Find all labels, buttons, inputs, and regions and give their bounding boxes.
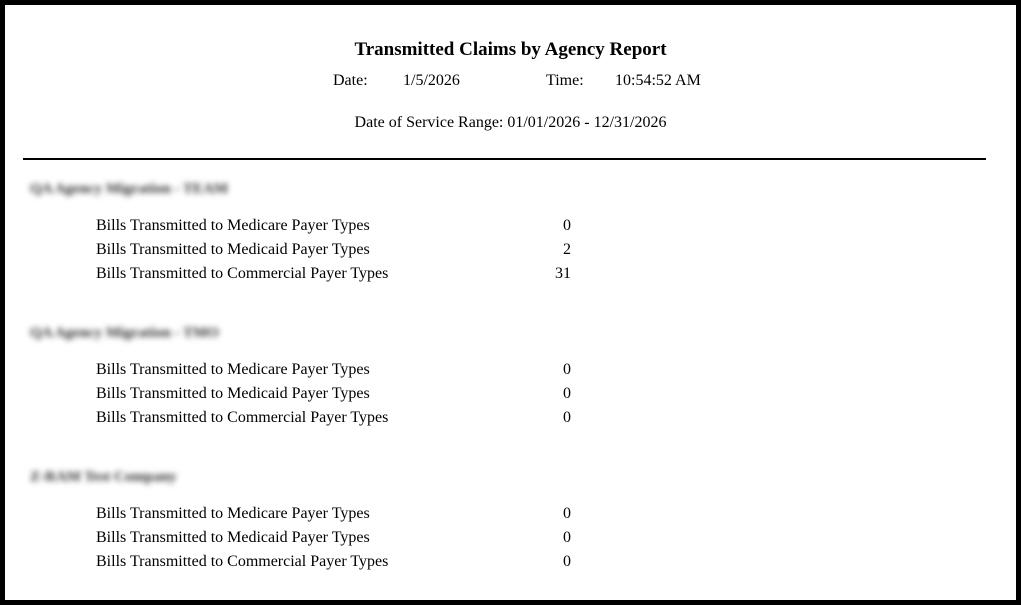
medicaid-row-label: Bills Transmitted to Medicaid Payer Types <box>96 529 370 546</box>
medicare-row-value: 0 <box>563 505 571 522</box>
medicare-row-label: Bills Transmitted to Medicare Payer Types <box>96 361 370 378</box>
header-divider <box>23 158 986 160</box>
medicaid-row-value: 2 <box>563 241 571 258</box>
agency-name: Z-RAM Test Company <box>30 469 177 485</box>
medicare-row-label: Bills Transmitted to Medicare Payer Types <box>96 505 370 522</box>
agency-name: QA Agency Migration - TMO <box>30 325 219 341</box>
agency-name: QA Agency Migration - TEAM <box>30 181 229 197</box>
medicaid-row-value: 0 <box>563 529 571 546</box>
commercial-row-label: Bills Transmitted to Commercial Payer Types <box>96 265 389 282</box>
commercial-row-label: Bills Transmitted to Commercial Payer Types <box>96 409 389 426</box>
report-title: Transmitted Claims by Agency Report <box>354 39 667 60</box>
medicaid-row-label: Bills Transmitted to Medicaid Payer Types <box>96 385 370 402</box>
medicare-row-label: Bills Transmitted to Medicare Payer Types <box>96 217 370 234</box>
medicaid-row-value: 0 <box>563 385 571 402</box>
date-of-service-range: Date of Service Range: 01/01/2026 - 12/31/2026 <box>354 114 667 131</box>
commercial-row-label: Bills Transmitted to Commercial Payer Types <box>96 553 389 570</box>
commercial-row-value: 0 <box>563 409 571 426</box>
medicare-row-value: 0 <box>563 361 571 378</box>
time-label: Time: <box>546 72 584 89</box>
commercial-row-value: 31 <box>555 265 571 282</box>
medicaid-row-label: Bills Transmitted to Medicaid Payer Types <box>96 241 370 258</box>
medicare-row-value: 0 <box>563 217 571 234</box>
date-label: Date: <box>333 72 368 89</box>
date-value: 1/5/2026 <box>403 72 460 89</box>
time-value: 10:54:52 AM <box>615 72 701 89</box>
commercial-row-value: 0 <box>563 553 571 570</box>
